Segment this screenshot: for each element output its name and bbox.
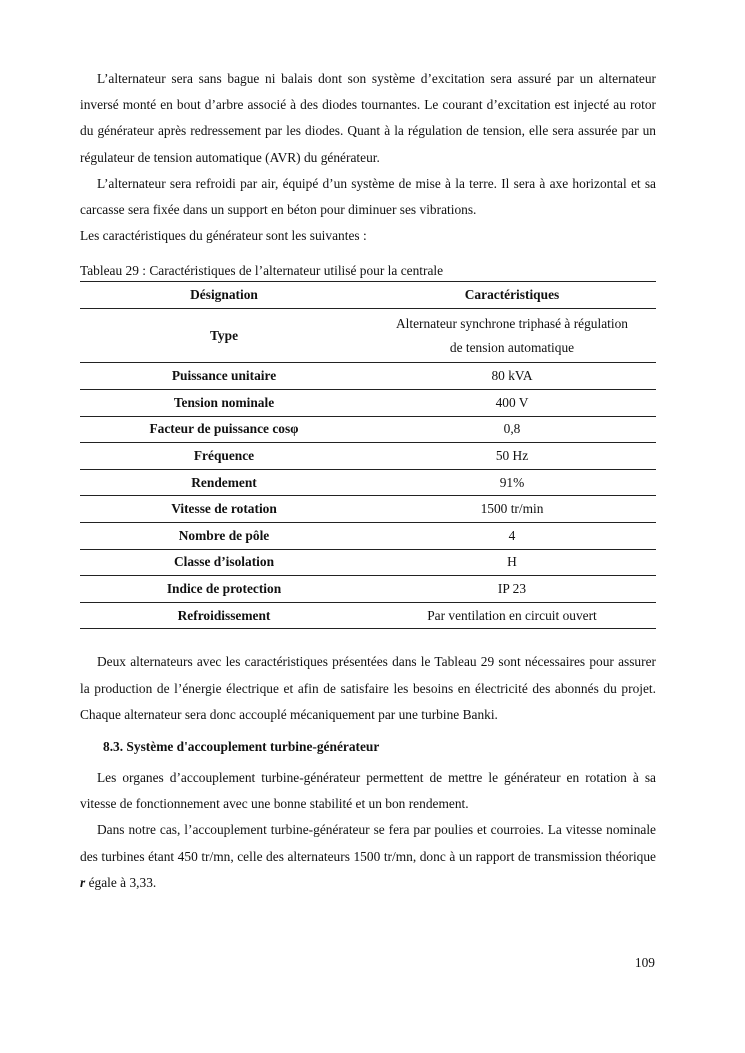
table-row — [80, 363, 656, 390]
table-row — [80, 443, 656, 470]
type-value-line1: Alternateur synchrone triphasé à régulation — [395, 316, 628, 332]
row-label: Vitesse de rotation — [80, 496, 368, 523]
header-designation: Désignation — [80, 282, 368, 309]
table-row — [80, 469, 656, 496]
table-row — [80, 390, 656, 417]
section-heading: 8.3. Système d'accouplement turbine-générateur — [103, 738, 380, 754]
row-label: Puissance unitaire — [80, 363, 368, 390]
row-value: Par ventilation en circuit ouvert — [368, 602, 656, 629]
table-row — [80, 549, 656, 576]
row-label: Nombre de pôle — [80, 522, 368, 549]
page-number: 109 — [634, 955, 655, 970]
row-label: Fréquence — [80, 443, 368, 470]
row-value: 50 Hz — [368, 443, 656, 470]
paragraph-coupling-organs: Les organes d’accouplement turbine-générateur permettent de mettre le générateur en rotation à sa vitesse de fonctionnement avec une bonne stabilité et un bon rendement. — [80, 769, 656, 812]
paragraph-excitation: L’alternateur sera sans bague ni balais dont son système d’excitation sera assuré par un alternateur inversé monté en bout d’arbre associé à des diodes tournantes. Le courant d’excitation est injecté au rotor du générateur après redressement par les diodes. Quant à la régulation de tension, elle sera assurée par un régulateur de tension automatique (AVR) du générateur. — [80, 71, 656, 165]
row-value: 80 kVA — [368, 363, 656, 390]
table-row-type — [80, 309, 656, 363]
row-label: Tension nominale — [80, 390, 368, 417]
paragraph-cooling: L’alternateur sera refroidi par air, équipé d’un système de mise à la terre. Il sera à axe horizontal et sa carcasse sera fixée dans un support en béton pour diminuer ses vibrations. — [80, 175, 656, 218]
row-value — [368, 309, 656, 363]
table-row — [80, 522, 656, 549]
table-row — [80, 496, 656, 523]
row-value: 1500 tr/min — [368, 496, 656, 523]
row-label: Rendement — [80, 469, 368, 496]
document-page — [80, 66, 656, 896]
paragraph-two-alternators: Deux alternateurs avec les caractéristiques présentées dans le Tableau 29 sont nécessaires pour assurer la production de l’énergie électrique et afin de satisfaire les besoins en électricité des abonnés du projet. Chaque alternateur sera donc accouplé mécaniquement par une turbine Banki. — [80, 654, 656, 722]
row-label: Facteur de puissance cosφ — [80, 416, 368, 443]
row-value: 4 — [368, 522, 656, 549]
paragraph-pulleys-belts — [80, 817, 656, 896]
paragraph-start: Dans notre cas, l’accouplement turbine-générateur se fera par poulies et courroies. La vitesse nominale des turbines étant 450 tr/mn, celle des alternateurs 1500 tr/mn, donc à un rapport de transmission théorique — [80, 822, 656, 864]
row-label: Type — [80, 309, 368, 363]
table-row — [80, 416, 656, 443]
ratio-symbol: r — [80, 874, 86, 890]
table-caption: Tableau 29 : Caractéristiques de l’alternateur utilisé pour la centrale — [80, 263, 444, 279]
characteristics-table — [80, 281, 656, 629]
row-value: 91% — [368, 469, 656, 496]
row-value: 0,8 — [368, 416, 656, 443]
paragraph-end: égale à 3,33. — [85, 874, 157, 890]
row-label: Classe d’isolation — [80, 549, 368, 576]
paragraph-intro-characteristics: Les caractéristiques du générateur sont les suivantes : — [80, 228, 367, 244]
row-value: H — [368, 549, 656, 576]
table-row — [80, 576, 656, 603]
row-label: Indice de protection — [80, 576, 368, 603]
table-row — [80, 602, 656, 629]
row-value: 400 V — [368, 390, 656, 417]
header-characteristics: Caractéristiques — [368, 282, 656, 309]
type-value-line2: de tension automatique — [449, 340, 575, 356]
row-label: Refroidissement — [80, 602, 368, 629]
row-value: IP 23 — [368, 576, 656, 603]
table-header-row — [80, 282, 656, 309]
